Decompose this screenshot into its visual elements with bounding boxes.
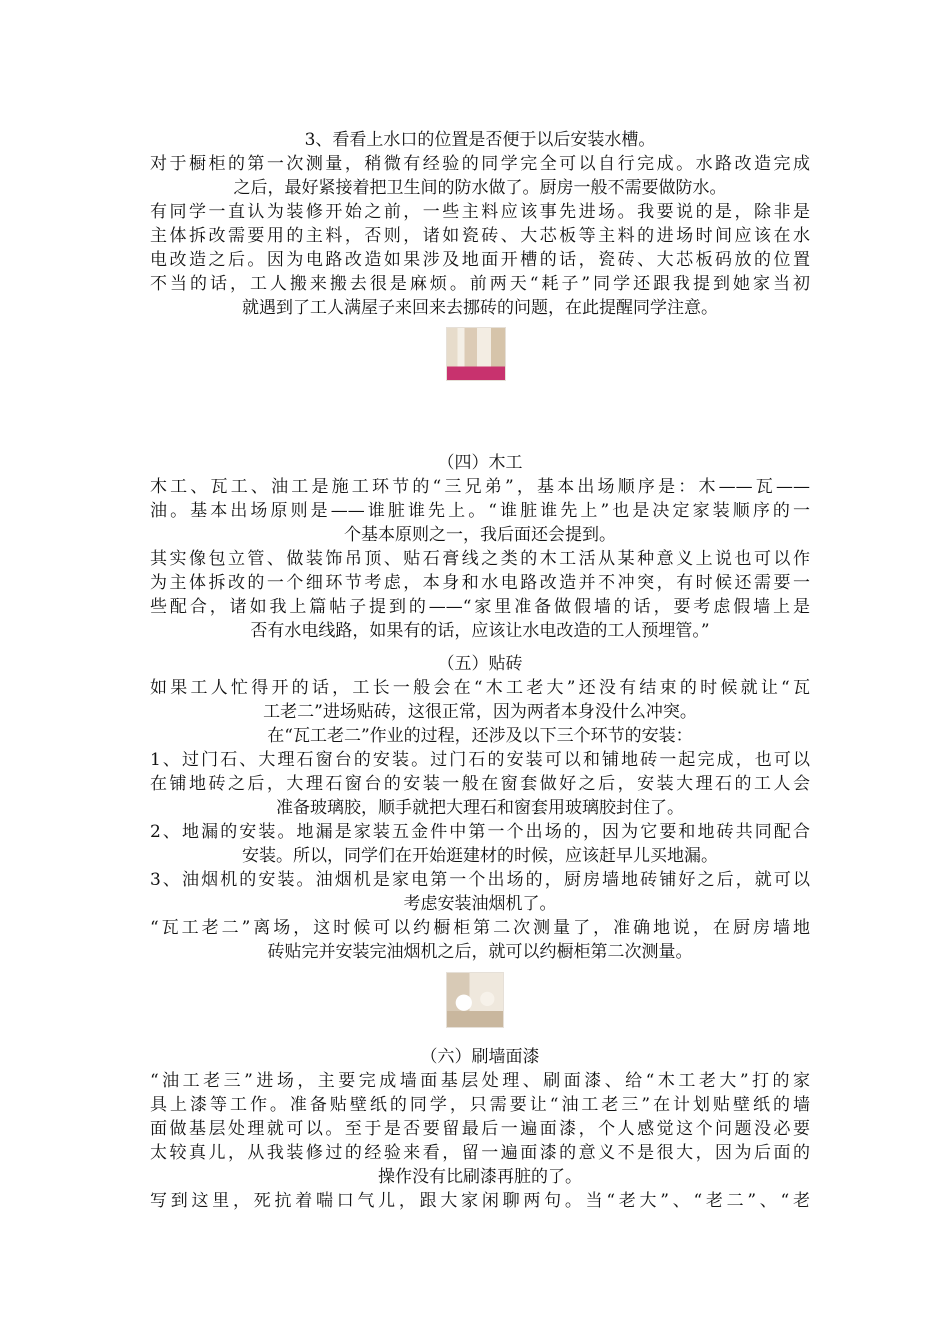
text-line: 就遇到了工人满屋子来回来去挪砖的问题，在此提醒同学注意。: [242, 298, 718, 318]
room-photo: [446, 327, 506, 381]
text-line: 3、看看上水口的位置是否便于以后安装水槽。: [304, 130, 656, 150]
text-line: 在铺地砖之后，大理石窗台的安装一般在窗套做好之后，安装大理石的工人会: [150, 774, 810, 794]
section-heading: （四）木工: [437, 453, 523, 473]
text-line: 1、过门石、大理石窗台的安装。过门石的安装可以和铺地砖一起完成，也可以: [150, 750, 810, 770]
text-line: 面做基层处理就可以。至于是否要留最后一遍面漆，个人感觉这个问题没必要: [150, 1119, 810, 1139]
text-line: 具上漆等工作。准备贴壁纸的同学，只需要让“油工老三”在计划贴壁纸的墙: [150, 1095, 810, 1115]
text-line: 电改造之后。因为电路改造如果涉及地面开槽的话，瓷砖、大芯板码放的位置: [150, 250, 810, 270]
text-line: 为主体拆改的一个细环节考虑，本身和水电路改造并不冲突，有时候还需要一: [150, 573, 810, 593]
section-heading: （六）刷墙面漆: [420, 1047, 540, 1067]
text-line: 有同学一直认为装修开始之前，一些主料应该事先进场。我要说的是，除非是: [150, 202, 810, 222]
text-line: 砖贴完并安装完油烟机之后，就可以约橱柜第二次测量。: [267, 942, 693, 962]
text-line: 否有水电线路，如果有的话，应该让水电改造的工人预埋管。”: [250, 621, 710, 641]
section-water-and-materials: [150, 128, 810, 320]
section-heading: （五）贴砖: [437, 654, 523, 674]
text-line: 安装。所以，同学们在开始逛建材的时候，应该赶早儿买地漏。: [242, 846, 718, 866]
text-line: “瓦工老二”离场，这时候可以约橱柜第二次测量了，准确地说，在厨房墙地: [150, 918, 810, 938]
text-line: 准备玻璃胶，顺手就把大理石和窗套用玻璃胶封住了。: [276, 798, 684, 818]
text-line: 操作没有比刷漆再脏的了。: [378, 1167, 582, 1187]
section-tiling: [150, 652, 810, 964]
text-line: 之后，最好紧接着把卫生间的防水做了。厨房一般不需要做防水。: [233, 178, 727, 198]
text-line: 工老二”进场贴砖，这很正常，因为两者本身没什么冲突。: [263, 702, 697, 722]
text-line: 油。基本出场原则是——谁脏谁先上。“谁脏谁先上”也是决定家装顺序的一: [150, 501, 810, 521]
section-wall-paint: [150, 1045, 810, 1213]
text-line: 3、油烟机的安装。油烟机是家电第一个出场的，厨房墙地砖铺好之后，就可以: [150, 870, 810, 890]
text-line: 如果工人忙得开的话，工长一般会在“木工老大”还没有结束的时候就让“瓦: [150, 678, 810, 698]
text-line: 考虑安装油烟机了。: [403, 894, 557, 914]
text-line: 在“瓦工老二”作业的过程，还涉及以下三个环节的安装：: [267, 726, 693, 746]
text-line: 不当的话，工人搬来搬去很是麻烦。前两天“耗子”同学还跟我提到她家当初: [150, 274, 810, 294]
text-line: 个基本原则之一，我后面还会提到。: [344, 525, 616, 545]
section-woodwork: [150, 451, 810, 643]
text-line: 其实像包立管、做装饰吊顶、贴石膏线之类的木工活从某种意义上说也可以作: [150, 549, 810, 569]
text-line: 2、地漏的安装。地漏是家装五金件中第一个出场的，因为它要和地砖共同配合: [150, 822, 810, 842]
text-line: 主体拆改需要用的主料，否则，诸如瓷砖、大芯板等主料的进场时间应该在水: [150, 226, 810, 246]
living-room-photo: [446, 972, 504, 1028]
text-line: 木工、瓦工、油工是施工环节的“三兄弟”，基本出场顺序是：木——瓦——: [150, 477, 810, 497]
text-line: 些配合，诸如我上篇帖子提到的——“家里准备做假墙的话，要考虑假墙上是: [150, 597, 810, 617]
text-line: 写到这里，死抗着喘口气儿，跟大家闲聊两句。当“老大”、“老二”、“老: [150, 1191, 810, 1211]
text-line: “油工老三”进场，主要完成墙面基层处理、刷面漆、给“木工老大”打的家: [150, 1071, 810, 1091]
text-line: 对于橱柜的第一次测量，稍微有经验的同学完全可以自行完成。水路改造完成: [150, 154, 810, 174]
text-line: 太较真儿，从我装修过的经验来看，留一遍面漆的意义不是很大，因为后面的: [150, 1143, 810, 1163]
